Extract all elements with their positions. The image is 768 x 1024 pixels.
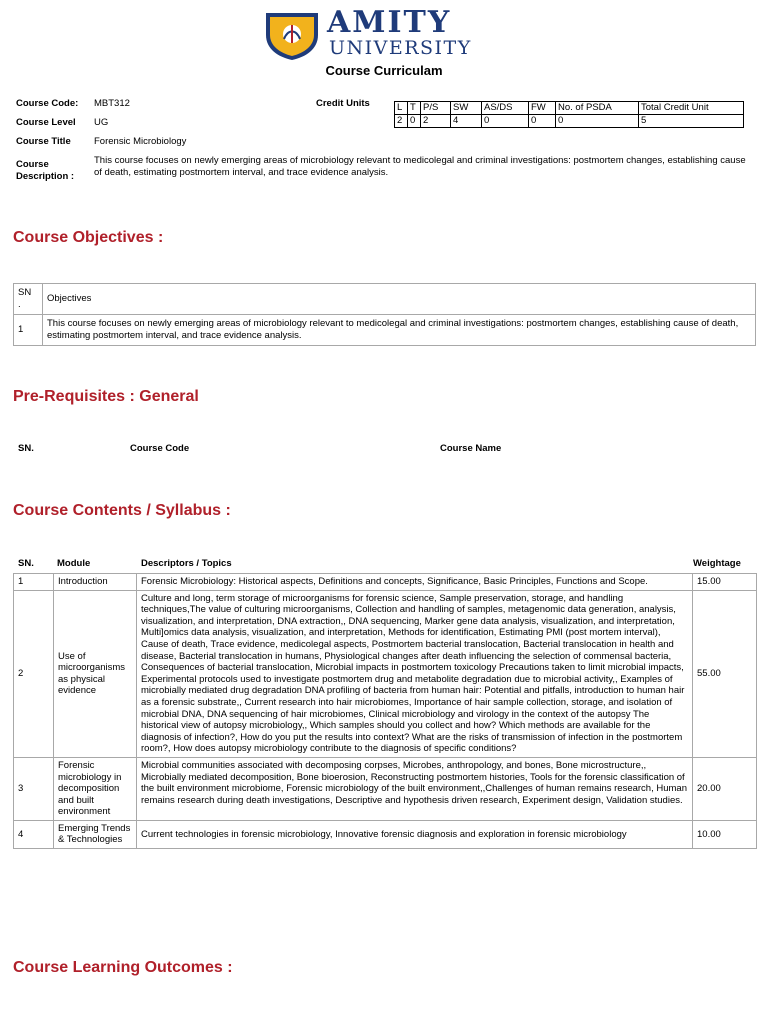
- credit-value-cell: 0: [529, 115, 556, 128]
- credit-value-row: [395, 115, 744, 128]
- course-code-label: Course Code:: [16, 98, 79, 109]
- credit-units-table: [394, 101, 744, 128]
- syllabus-row: [14, 820, 757, 848]
- syllabus-topics: Microbial communities associated with decomposing corpses, Microbes, anthropology, and bones, Bone microstructure,, Microbially mediated decomposition, Bone bioerosion, Reconstructing postmortem histories, Tools for the forensic classification of the built environment microbiome, Forensic microbiology of the built environment,,Challenges of human remains research, Human remains research during death investigations, Descriptive and hypothesis driven research, Experiment design, Validation studies.: [137, 757, 693, 820]
- syllabus-sn: 1: [14, 574, 54, 591]
- description-label-line2: Description :: [16, 171, 75, 182]
- amity-shield-icon: [262, 9, 322, 61]
- sn-header-line1: SN: [18, 287, 32, 298]
- credit-value-cell: 2: [421, 115, 451, 128]
- credit-header-cell: L: [395, 102, 408, 115]
- course-learning-outcomes-heading: Course Learning Outcomes :: [13, 959, 233, 976]
- credit-value-cell: 2: [395, 115, 408, 128]
- syllabus-module: Introduction: [54, 574, 137, 591]
- course-contents-heading: Course Contents / Syllabus :: [13, 502, 231, 519]
- credit-value-cell: 0: [482, 115, 529, 128]
- course-level-value: UG: [94, 117, 109, 128]
- syllabus-module: Emerging Trends & Technologies: [54, 820, 137, 848]
- credit-value-cell: 4: [451, 115, 482, 128]
- course-title-label: Course Title: [16, 136, 71, 147]
- syllabus-sn-header: SN.: [18, 558, 34, 569]
- syllabus-sn: 2: [14, 590, 54, 757]
- prereq-course-code-header: Course Code: [130, 443, 190, 454]
- objectives-text-header: Objectives: [43, 284, 756, 315]
- syllabus-table: [13, 573, 757, 849]
- credit-header-cell: Total Credit Unit: [639, 102, 744, 115]
- syllabus-row: [14, 757, 757, 820]
- credit-units-label: Credit Units: [316, 98, 370, 109]
- credit-header-cell: No. of PSDA: [556, 102, 639, 115]
- credit-header-cell: FW: [529, 102, 556, 115]
- syllabus-weightage: 10.00: [693, 820, 757, 848]
- syllabus-row: [14, 574, 757, 591]
- objective-sn: 1: [14, 315, 43, 346]
- objectives-table: [13, 283, 756, 346]
- objectives-sn-header: [14, 284, 43, 315]
- objectives-header-row: [14, 284, 756, 315]
- credit-value-cell: 0: [408, 115, 421, 128]
- course-level-label: Course Level: [16, 117, 76, 128]
- syllabus-row: [14, 590, 757, 757]
- credit-header-cell: P/S: [421, 102, 451, 115]
- page-title: Course Curriculam: [325, 63, 443, 78]
- syllabus-sn: 4: [14, 820, 54, 848]
- prerequisites-heading: Pre-Requisites : General: [13, 388, 199, 405]
- course-objectives-heading: Course Objectives :: [13, 229, 164, 246]
- syllabus-topics-header: Descriptors / Topics: [141, 558, 232, 569]
- amity-university-logo: [262, 5, 506, 61]
- credit-header-cell: SW: [451, 102, 482, 115]
- syllabus-module: Forensic microbiology in decomposition and built environment: [54, 757, 137, 820]
- description-label-line1: Course: [16, 159, 49, 170]
- syllabus-weightage: 15.00: [693, 574, 757, 591]
- credit-header-cell: AS/DS: [482, 102, 529, 115]
- course-code-value: MBT312: [94, 98, 130, 109]
- syllabus-sn: 3: [14, 757, 54, 820]
- sn-header-line2: .: [18, 298, 21, 310]
- syllabus-weightage-header: Weightage: [693, 558, 741, 569]
- course-title-value: Forensic Microbiology: [94, 136, 187, 147]
- syllabus-module-header: Module: [57, 558, 91, 569]
- logo-wordmark-university: UNIVERSITY: [329, 37, 472, 59]
- objective-text: This course focuses on newly emerging areas of microbiology relevant to medicolegal and criminal investigations: postmortem changes, establishing cause of death, estimating postmortem interval, and trace evidence analysis.: [43, 315, 756, 346]
- syllabus-weightage: 55.00: [693, 590, 757, 757]
- objectives-row: [14, 315, 756, 346]
- logo-wordmark-amity: AMITY: [327, 5, 452, 40]
- syllabus-topics: Forensic Microbiology: Historical aspects, Definitions and concepts, Significance, Basic Principles, Functions and Scope.: [137, 574, 693, 591]
- credit-value-cell: 5: [639, 115, 744, 128]
- credit-value-cell: 0: [556, 115, 639, 128]
- syllabus-topics: Current technologies in forensic microbiology, Innovative forensic diagnosis and exploration in forensic microbiology: [137, 820, 693, 848]
- syllabus-module: Use of microorganisms as physical evidence: [54, 590, 137, 757]
- credit-header-row: [395, 102, 744, 115]
- credit-header-cell: T: [408, 102, 421, 115]
- course-description-label: [16, 159, 74, 183]
- syllabus-weightage: 20.00: [693, 757, 757, 820]
- syllabus-topics: Culture and long, term storage of microorganisms for forensic science, Sample preservation, storage, and handling techniques,The value of culturing microorganisms, Collection and handling of samples, metagenomic data generation, analysis, visualization, and interpretation, DNA extraction,, DNA sequencing, Marker gene data analysis, visualization, and interpretation, Multi]omics data analysis, visualization, and interpretation, Methods for identification, Estimating PMI (post mortem interval), Cause of death, Trace evidence, medicolegal aspects, Postmortem bacterial translocation, Bacterial translocation in health and disease, Bacterial translocation in humans, Physiological changes after death influencing the selection of commensal bacteria, Consequences of bacterial translocation, Microbial impacts in postmortem toxicology Precautions taken to limit microbial impacts, Experimental protocols used to investigate postmortem drug and metabolite degradation due to microbial activity,, Examples of microbially mediated drug degradation DNA profiling of bacteria from human hair: Potential and pitfalls, introduction to human hair as a forensic substrate,, Current research into hair microbiomes, Importance of hair sample collection, storage, and isolation of microbial DNA, DNA sequencing of hair microbiomes, Clinical microbiology and virology in the context of the autopsy The historical view of autopsy microbiology,, Which samples should you collect and how? Which methods are available for the diagnosis of infection?, How do you put the results into context? What are the risks of transmission of infection in the postmortem room?, How does autopsy microbiology contribute to the diagnosis of specific conditions?: [137, 590, 693, 757]
- prereq-sn-header: SN.: [18, 443, 34, 454]
- course-description-value: This course focuses on newly emerging areas of microbiology relevant to medicolegal and criminal investigations: postmortem changes, establishing cause of death, estimating postmortem interval, and trace evidence analysis.: [94, 155, 746, 178]
- prereq-course-name-header: Course Name: [440, 443, 502, 454]
